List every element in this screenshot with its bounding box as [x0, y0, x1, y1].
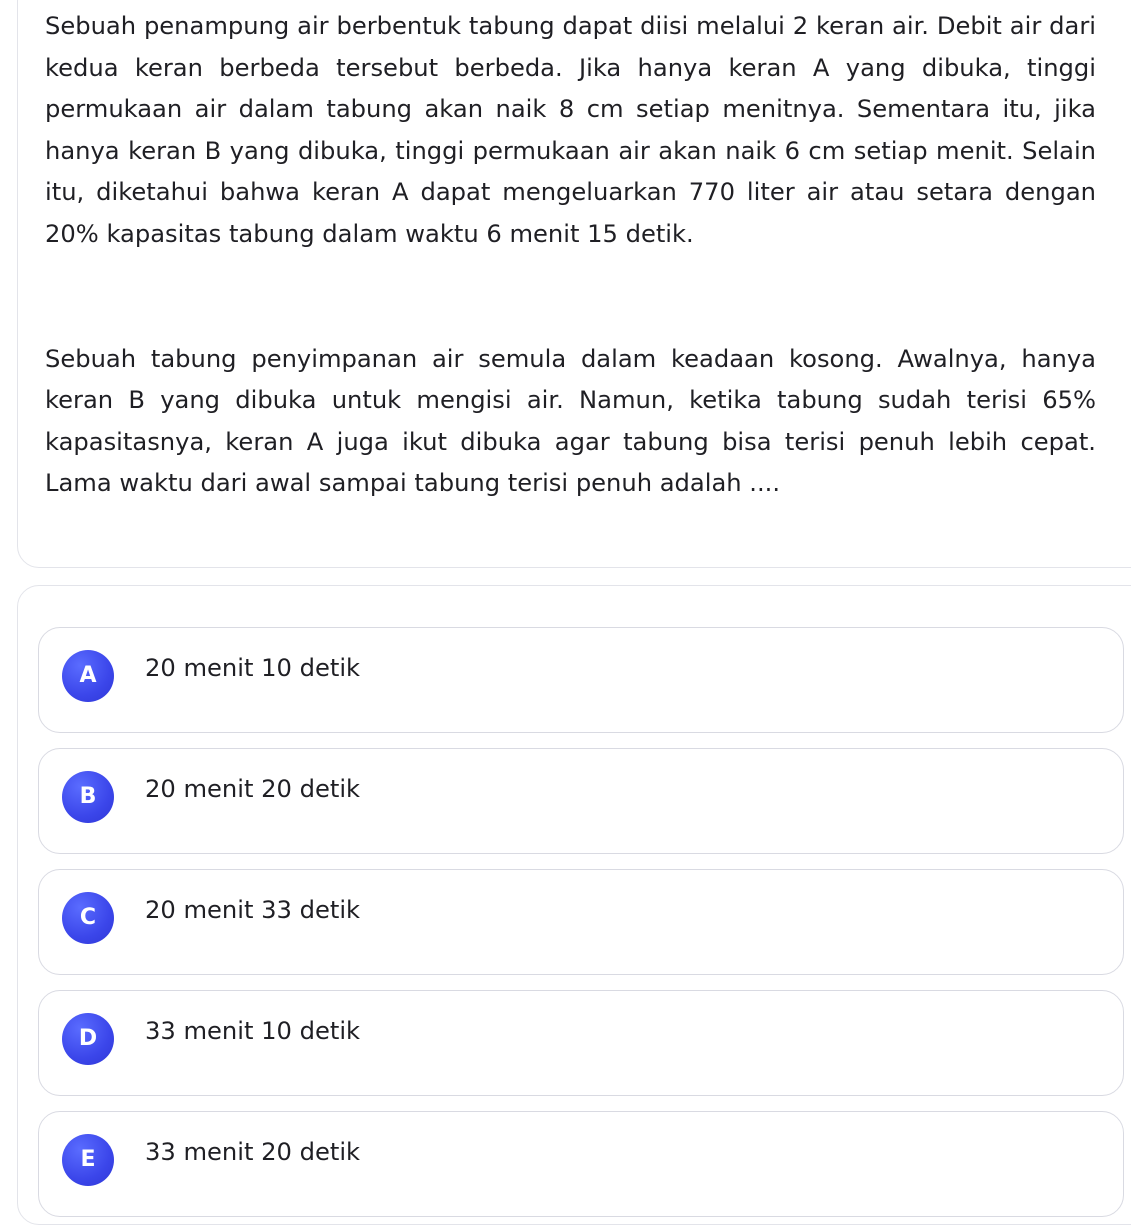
option-e-label: 33 menit 20 detik [145, 1138, 361, 1166]
option-a-label: 20 menit 10 detik [145, 654, 361, 682]
question-paragraph-1: Sebuah penampung air berbentuk tabung dapat diisi melalui 2 keran air. Debit air dari kedua keran berbeda tersebut berbeda. Jika hanya keran A yang dibuka, tinggi permukaan air dalam tabung akan naik 8 cm setiap menitnya. Sementara itu, jika hanya keran B yang dibuka, tinggi permukaan air akan naik 6 cm setiap menit. Selain itu, diketahui bahwa keran A dapat mengeluarkan 770 liter air atau setara dengan 20% kapasitas tabung dalam waktu 6 menit 15 detik. [45, 12, 1096, 248]
option-a-badge: A [62, 650, 114, 702]
question-paragraph-2: Sebuah tabung penyimpanan air semula dalam keadaan kosong. Awalnya, hanya keran B yang dibuka untuk mengisi air. Namun, ketika tabung sudah terisi 65% kapasitasnya, keran A juga ikut dibuka agar tabung bisa terisi penuh lebih cepat. Lama waktu dari awal sampai tabung terisi penuh adalah .... [45, 344, 1096, 498]
option-d-badge: D [62, 1013, 114, 1065]
option-c-label: 20 menit 33 detik [145, 896, 361, 924]
option-e-badge: E [62, 1134, 114, 1186]
option-e[interactable] [38, 1111, 1124, 1217]
option-c[interactable] [38, 869, 1124, 975]
option-d-label: 33 menit 10 detik [145, 1017, 361, 1045]
option-b-badge: B [62, 771, 114, 823]
option-b-label: 20 menit 20 detik [145, 775, 361, 803]
option-a[interactable] [38, 627, 1124, 733]
option-c-badge: C [62, 892, 114, 944]
option-b[interactable] [38, 748, 1124, 854]
question-text [45, 6, 1096, 505]
option-d[interactable] [38, 990, 1124, 1096]
